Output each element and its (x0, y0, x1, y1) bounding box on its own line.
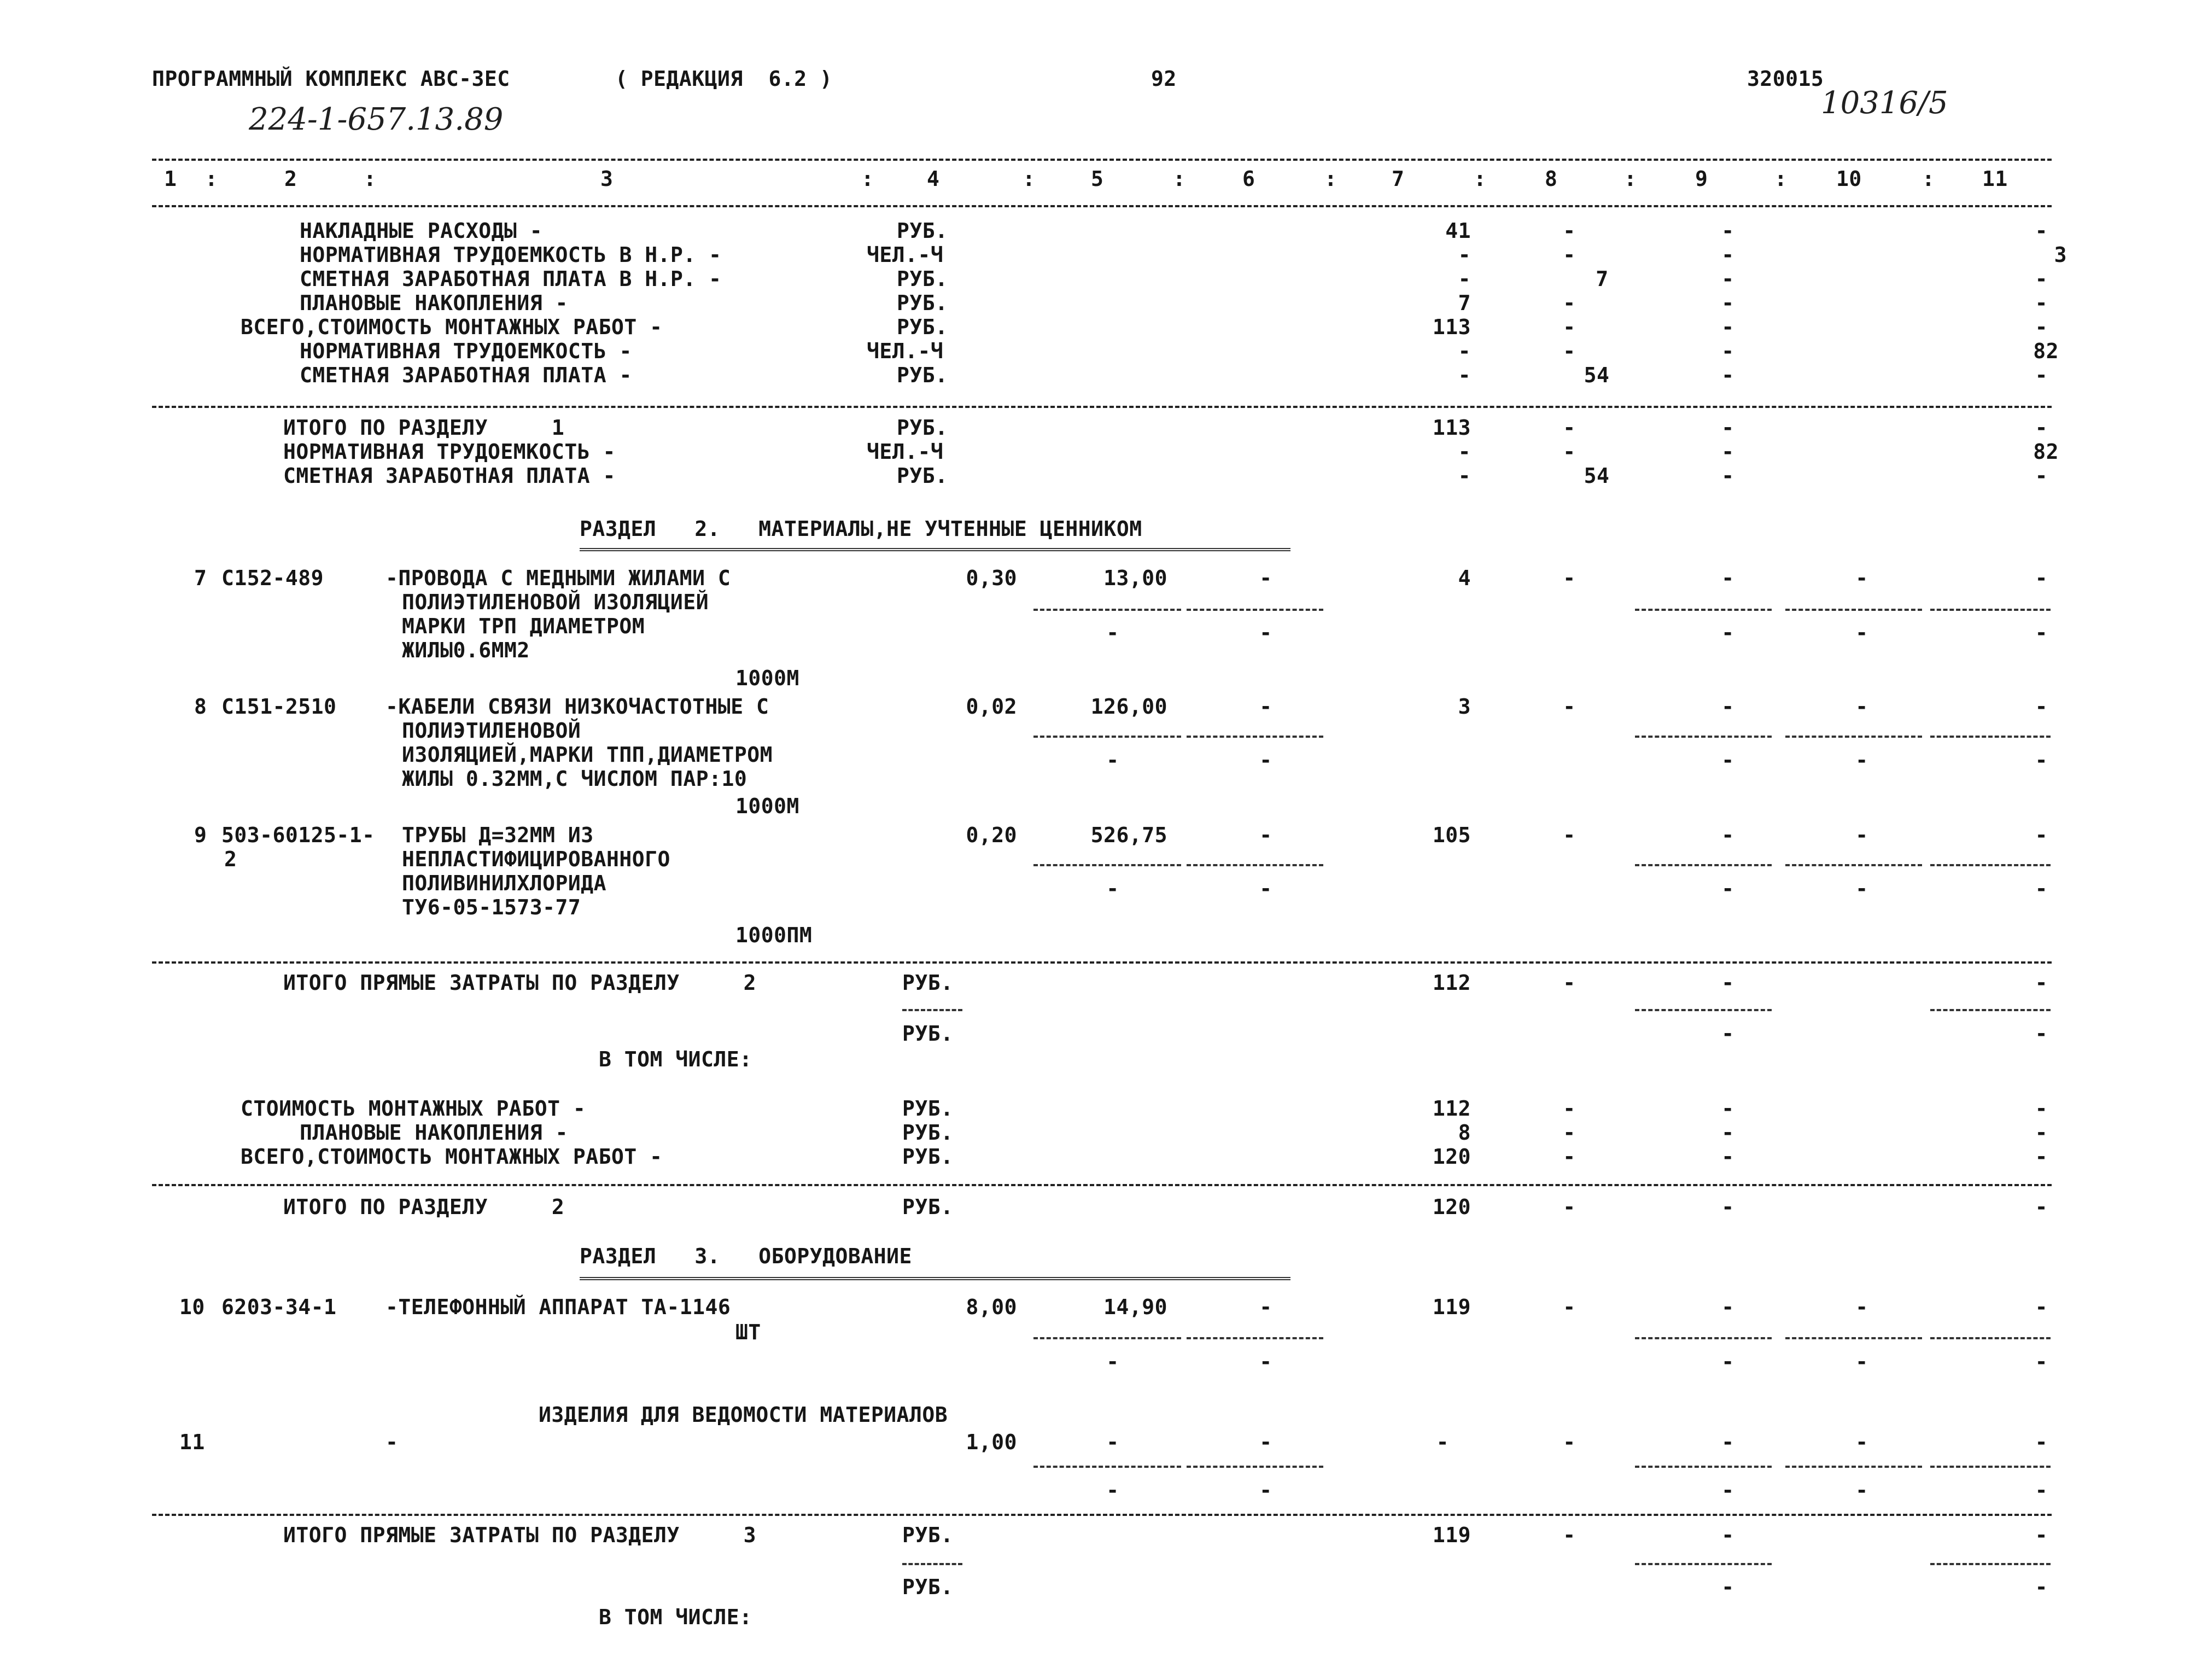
cell-dash: - (1855, 1478, 1868, 1502)
materials-subheading: ИЗДЕЛИЯ ДЛЯ ВЕДОМОСТИ МАТЕРИАЛОВ (539, 1403, 948, 1427)
including-label: В ТОМ ЧИСЛЕ: (599, 1605, 752, 1629)
item-price: 14,90 (1103, 1295, 1167, 1319)
item-desc-line: -ТЕЛЕФОННЫЙ АППАРАТ ТА-1146 (386, 1295, 731, 1319)
cell-dash: - (1259, 748, 1272, 772)
cell-c8: - (1563, 219, 1576, 243)
cell-c8: - (1563, 823, 1576, 847)
cell-c8: - (1563, 1145, 1576, 1169)
cell-c7: 120 (1432, 1195, 1471, 1219)
item-code: 503-60125-1- (221, 823, 375, 847)
cell-divider (1033, 1466, 1181, 1468)
item-measure: 1000М (735, 794, 799, 818)
cell-c9: - (1721, 1096, 1734, 1121)
cell-divider (1635, 1466, 1772, 1468)
column-sep: : (364, 167, 377, 191)
cell-c9: - (1721, 219, 1734, 243)
item-desc-line: МАРКИ ТРП ДИАМЕТРОМ (402, 614, 645, 638)
cell-divider (1930, 1563, 2051, 1565)
column-header-9: 9 (1695, 167, 1708, 191)
column-sep: : (1474, 167, 1487, 191)
cell-c7: - (1458, 440, 1471, 464)
cell-divider (1930, 1337, 2051, 1339)
handwritten-sheet-number: 10316/5 (1821, 85, 1948, 121)
cell-c6: - (1259, 823, 1272, 847)
cell-c8: - (1563, 440, 1576, 464)
section2-title-underline (580, 548, 1290, 551)
cell-c7: 41 (1445, 219, 1471, 243)
item-code: 6203-34-1 (221, 1295, 337, 1319)
item-desc-line: ПОЛИЭТИЛЕНОВОЙ (402, 719, 581, 743)
cell-c10: - (1855, 566, 1868, 590)
cell-divider (1930, 1009, 2051, 1011)
item-measure: 1000ПМ (735, 923, 813, 947)
cell-c11: - (2035, 267, 2048, 291)
row-label: НАКЛАДНЫЕ РАСХОДЫ - (300, 219, 543, 243)
row-label: СМЕТНАЯ ЗАРАБОТНАЯ ПЛАТА - (283, 464, 616, 488)
column-sep: : (1324, 167, 1338, 191)
item-price: 13,00 (1103, 566, 1167, 590)
cell-c10: - (1855, 1430, 1868, 1454)
item-code-continuation: 2 (224, 847, 237, 871)
section3-title-underline (580, 1277, 1290, 1280)
cell-c7: 8 (1458, 1121, 1471, 1145)
cell-c7: 105 (1432, 823, 1471, 847)
cell-c7: - (1458, 243, 1471, 267)
column-sep: : (861, 167, 874, 191)
row-unit: РУБ. (897, 464, 948, 488)
cell-c9: - (1721, 1145, 1734, 1169)
row-unit: РУБ. (902, 1022, 954, 1046)
item-price: - (1106, 1430, 1119, 1454)
cell-c11: - (2035, 823, 2048, 847)
cell-dash: - (1855, 1350, 1868, 1374)
column-sep: : (1023, 167, 1036, 191)
item-desc-line: ТУ6-05-1573-77 (402, 895, 581, 919)
cell-divider (1187, 609, 1323, 611)
cell-dash: - (1259, 1478, 1272, 1502)
cell-c8: - (1563, 339, 1576, 363)
cell-dash: - (1106, 1350, 1119, 1374)
cell-c8: - (1563, 291, 1576, 315)
cell-c11: - (2035, 1096, 2048, 1121)
cell-dash: - (2035, 1350, 2048, 1374)
cell-c11: - (2035, 971, 2048, 995)
cell-c8: - (1563, 695, 1576, 719)
item-qty: 0,30 (966, 566, 1017, 590)
cell-dash: - (2035, 877, 2048, 901)
cell-divider (1635, 1337, 1772, 1339)
row-label: СТОИМОСТЬ МОНТАЖНЫХ РАБОТ - (241, 1096, 586, 1121)
column-header-8: 8 (1545, 167, 1558, 191)
item-number: 7 (194, 566, 207, 590)
cell-c8: - (1563, 416, 1576, 440)
column-header-6: 6 (1242, 167, 1255, 191)
item-desc-line: - (386, 1430, 399, 1454)
rule-section3-items-bottom (152, 1514, 2052, 1516)
row-unit: ЧЕЛ.-Ч (867, 243, 944, 267)
cell-divider (1033, 736, 1181, 738)
cell-c8: - (1563, 243, 1576, 267)
including-label: В ТОМ ЧИСЛЕ: (599, 1047, 752, 1071)
cell-divider (1930, 736, 2051, 738)
row-label: НОРМАТИВНАЯ ТРУДОЕМКОСТЬ - (283, 440, 616, 464)
row-label: ПЛАНОВЫЕ НАКОПЛЕНИЯ - (300, 291, 568, 315)
cell-divider (1187, 1466, 1323, 1468)
cell-c6: - (1259, 695, 1272, 719)
cell-divider (1635, 736, 1772, 738)
cell-c10: - (1855, 823, 1868, 847)
cell-divider (1187, 864, 1323, 866)
rule-section2-items-bottom (152, 961, 2052, 964)
item-desc-line: ЖИЛЫ0.6ММ2 (402, 638, 530, 662)
cell-divider (1033, 609, 1181, 611)
cell-dash: - (1721, 1022, 1734, 1046)
cell-c8: - (1563, 1096, 1576, 1121)
cell-c6: - (1259, 1295, 1272, 1319)
item-qty: 8,00 (966, 1295, 1017, 1319)
column-sep: : (205, 167, 218, 191)
cell-c11: 82 (2033, 440, 2059, 464)
cell-c7: 112 (1432, 1096, 1471, 1121)
cell-c7: 113 (1432, 416, 1471, 440)
cell-divider (1187, 1337, 1323, 1339)
row-unit: РУБ. (902, 1096, 954, 1121)
cell-divider (1187, 736, 1323, 738)
cell-dash: - (1106, 877, 1119, 901)
cell-c7: - (1436, 1430, 1449, 1454)
row-unit: ЧЕЛ.-Ч (867, 339, 944, 363)
cell-dash: - (2035, 1478, 2048, 1502)
cell-c8: 7 (1596, 267, 1609, 291)
row-unit: РУБ. (897, 363, 948, 387)
cell-c9: - (1721, 440, 1734, 464)
cell-dash: - (1855, 877, 1868, 901)
column-sep: : (1922, 167, 1935, 191)
item-desc-line: -ПРОВОДА С МЕДНЫМИ ЖИЛАМИ С (386, 566, 731, 590)
cell-c9: - (1721, 243, 1734, 267)
cell-c9: - (1721, 823, 1734, 847)
column-header-5: 5 (1091, 167, 1104, 191)
item-number: 10 (179, 1295, 205, 1319)
cell-c11: 82 (2033, 339, 2059, 363)
cell-c7: - (1458, 464, 1471, 488)
cell-c9: - (1721, 363, 1734, 387)
cell-c11: - (2035, 1523, 2048, 1547)
item-desc-line: -КАБЕЛИ СВЯЗИ НИЗКОЧАСТОТНЫЕ С (386, 695, 769, 719)
column-header-7: 7 (1392, 167, 1405, 191)
cell-c11: - (2035, 315, 2048, 339)
row-label: СМЕТНАЯ ЗАРАБОТНАЯ ПЛАТА - (300, 363, 632, 387)
cell-c8: 54 (1584, 464, 1610, 488)
cell-c11: - (2035, 1121, 2048, 1145)
rule-block1-bottom (152, 406, 2052, 408)
section1-total-label: ИТОГО ПО РАЗДЕЛУ 1 (283, 416, 565, 440)
cell-dash: - (1721, 621, 1734, 645)
cell-c7: - (1458, 267, 1471, 291)
section2-total-label: ИТОГО ПО РАЗДЕЛУ 2 (283, 1195, 565, 1219)
cell-divider (1785, 1466, 1922, 1468)
cell-c11: - (2035, 363, 2048, 387)
cell-divider (1635, 864, 1772, 866)
cell-c11: - (2035, 1145, 2048, 1169)
rule-section2-lines-bottom (152, 1184, 2052, 1186)
cell-c7: 113 (1432, 315, 1471, 339)
cell-dash: - (1721, 1350, 1734, 1374)
row-unit: ЧЕЛ.-Ч (867, 440, 944, 464)
cell-dash: - (1259, 1350, 1272, 1374)
row-label: СМЕТНАЯ ЗАРАБОТНАЯ ПЛАТА В Н.Р. - (300, 267, 722, 291)
cell-c8: - (1563, 566, 1576, 590)
cell-c7: - (1458, 339, 1471, 363)
row-unit: РУБ. (902, 1195, 954, 1219)
cell-dash: - (1259, 621, 1272, 645)
section2-title: РАЗДЕЛ 2. МАТЕРИАЛЫ,НЕ УЧТЕННЫЕ ЦЕННИКОМ (580, 517, 1142, 541)
row-unit: РУБ. (897, 291, 948, 315)
item-desc-line: ЖИЛЫ 0.32ММ,С ЧИСЛОМ ПАР:10 (402, 767, 747, 791)
cell-divider (1635, 609, 1772, 611)
rule-top (152, 159, 2052, 161)
cell-c11: - (2035, 695, 2048, 719)
cell-c11: - (2035, 1295, 2048, 1319)
cell-divider (1785, 1337, 1922, 1339)
section3-direct-total-label: ИТОГО ПРЯМЫЕ ЗАТРАТЫ ПО РАЗДЕЛУ 3 (283, 1523, 756, 1547)
row-label: ВСЕГО,СТОИМОСТЬ МОНТАЖНЫХ РАБОТ - (241, 1145, 663, 1169)
cell-divider (1785, 864, 1922, 866)
cell-c9: - (1721, 339, 1734, 363)
row-unit: РУБ. (897, 416, 948, 440)
cell-c8: - (1563, 1195, 1576, 1219)
row-unit: РУБ. (902, 1523, 954, 1547)
item-desc-line: НЕПЛАСТИФИЦИРОВАННОГО (402, 847, 670, 871)
cell-c10: - (1855, 695, 1868, 719)
cell-c9: - (1721, 291, 1734, 315)
item-desc-line: ПОЛИЭТИЛЕНОВОЙ ИЗОЛЯЦИЕЙ (402, 590, 709, 614)
item-number: 11 (179, 1430, 205, 1454)
cell-c11: 3 (2054, 243, 2067, 267)
cell-c7: 112 (1432, 971, 1471, 995)
cell-divider (1785, 736, 1922, 738)
cell-c11: - (2035, 219, 2048, 243)
row-label: ВСЕГО,СТОИМОСТЬ МОНТАЖНЫХ РАБОТ - (241, 315, 663, 339)
cell-dash: - (1721, 877, 1734, 901)
cell-c9: - (1721, 1195, 1734, 1219)
cell-divider (902, 1563, 962, 1565)
cell-c7: 3 (1458, 695, 1471, 719)
cell-c7: 7 (1458, 291, 1471, 315)
column-header-10: 10 (1836, 167, 1862, 191)
cell-c8: 54 (1584, 363, 1610, 387)
cell-dash: - (1855, 748, 1868, 772)
page-number: 92 (1151, 67, 1177, 91)
cell-c8: - (1563, 1121, 1576, 1145)
cell-dash: - (1855, 621, 1868, 645)
cell-divider (1930, 609, 2051, 611)
item-measure: ШТ (735, 1320, 761, 1344)
cell-dash: - (1259, 877, 1272, 901)
row-label: ПЛАНОВЫЕ НАКОПЛЕНИЯ - (300, 1121, 568, 1145)
column-sep: : (1173, 167, 1186, 191)
cell-dash: - (1721, 1575, 1734, 1599)
cell-c7: 119 (1432, 1295, 1471, 1319)
row-unit: РУБ. (902, 1145, 954, 1169)
column-sep: : (1624, 167, 1637, 191)
cell-c9: - (1721, 695, 1734, 719)
cell-c11: - (2035, 416, 2048, 440)
item-code: С152-489 (221, 566, 324, 590)
cell-c8: - (1563, 1430, 1576, 1454)
cell-c9: - (1721, 315, 1734, 339)
column-header-4: 4 (927, 167, 940, 191)
item-code: С151-2510 (221, 695, 337, 719)
item-measure: 1000М (735, 666, 799, 690)
row-unit: РУБ. (897, 267, 948, 291)
item-desc-line: ИЗОЛЯЦИЕЙ,МАРКИ ТПП,ДИАМЕТРОМ (402, 743, 773, 767)
cell-c7: 120 (1432, 1145, 1471, 1169)
cell-dash: - (1106, 621, 1119, 645)
cell-divider (1033, 864, 1181, 866)
column-header-3: 3 (600, 167, 614, 191)
cell-dash: - (1106, 1478, 1119, 1502)
cell-dash: - (1106, 748, 1119, 772)
item-qty: 0,20 (966, 823, 1017, 847)
item-number: 8 (194, 695, 207, 719)
edition-label: ( РЕДАКЦИЯ 6.2 ) (615, 67, 833, 91)
item-qty: 1,00 (966, 1430, 1017, 1454)
cell-c9: - (1721, 1430, 1734, 1454)
program-title: ПРОГРАММНЫЙ КОМПЛЕКС АВС-ЗЕС (152, 67, 510, 91)
cell-c9: - (1721, 267, 1734, 291)
cell-c7: 119 (1432, 1523, 1471, 1547)
cell-c11: - (2035, 1430, 2048, 1454)
cell-c11: - (2035, 566, 2048, 590)
handwritten-project-number: 224-1-657.13.89 (249, 102, 504, 137)
document-code: 320015 (1747, 67, 1824, 91)
cell-dash: - (2035, 748, 2048, 772)
row-unit: РУБ. (902, 1575, 954, 1599)
cell-c6: - (1259, 1430, 1272, 1454)
item-price: 126,00 (1090, 695, 1167, 719)
cell-c10: - (1855, 1295, 1868, 1319)
cell-c9: - (1721, 1523, 1734, 1547)
row-unit: РУБ. (897, 315, 948, 339)
item-number: 9 (194, 823, 207, 847)
cell-divider (1785, 609, 1922, 611)
cell-divider (1635, 1009, 1772, 1011)
item-desc-line: ПОЛИВИНИЛХЛОРИДА (402, 871, 607, 895)
cell-dash: - (2035, 1022, 2048, 1046)
cell-c8: - (1563, 1295, 1576, 1319)
item-qty: 0,02 (966, 695, 1017, 719)
cell-dash: - (2035, 621, 2048, 645)
cell-c8: - (1563, 1523, 1576, 1547)
cell-divider (1930, 864, 2051, 866)
cell-c9: - (1721, 1121, 1734, 1145)
cell-c11: - (2035, 291, 2048, 315)
row-unit: РУБ. (902, 1121, 954, 1145)
cell-dash: - (1721, 748, 1734, 772)
cell-c6: - (1259, 566, 1272, 590)
cell-c8: - (1563, 971, 1576, 995)
rule-header-bottom (152, 205, 2052, 207)
cell-c8: - (1563, 315, 1576, 339)
row-unit: РУБ. (897, 219, 948, 243)
cell-divider (1033, 1337, 1181, 1339)
cell-c9: - (1721, 416, 1734, 440)
column-header-1: 1 (164, 167, 177, 191)
cell-divider (902, 1009, 962, 1011)
cell-divider (1635, 1563, 1772, 1565)
cell-c7: - (1458, 363, 1471, 387)
cell-c9: - (1721, 566, 1734, 590)
row-label: НОРМАТИВНАЯ ТРУДОЕМКОСТЬ - (300, 339, 632, 363)
cell-c7: 4 (1458, 566, 1471, 590)
row-unit: РУБ. (902, 971, 954, 995)
column-header-2: 2 (284, 167, 297, 191)
cell-c9: - (1721, 1295, 1734, 1319)
section2-direct-total-label: ИТОГО ПРЯМЫЕ ЗАТРАТЫ ПО РАЗДЕЛУ 2 (283, 971, 756, 995)
column-header-11: 11 (1982, 167, 2008, 191)
cell-c11: - (2035, 1195, 2048, 1219)
cell-c9: - (1721, 971, 1734, 995)
cell-c9: - (1721, 464, 1734, 488)
item-price: 526,75 (1090, 823, 1167, 847)
item-desc-line: ТРУБЫ Д=32ММ ИЗ (402, 823, 594, 847)
row-label: НОРМАТИВНАЯ ТРУДОЕМКОСТЬ В Н.Р. - (300, 243, 722, 267)
cell-c11: - (2035, 464, 2048, 488)
cell-divider (1930, 1466, 2051, 1468)
cell-dash: - (1721, 1478, 1734, 1502)
column-sep: : (1774, 167, 1788, 191)
section3-title: РАЗДЕЛ 3. ОБОРУДОВАНИЕ (580, 1244, 912, 1268)
cell-dash: - (2035, 1575, 2048, 1599)
